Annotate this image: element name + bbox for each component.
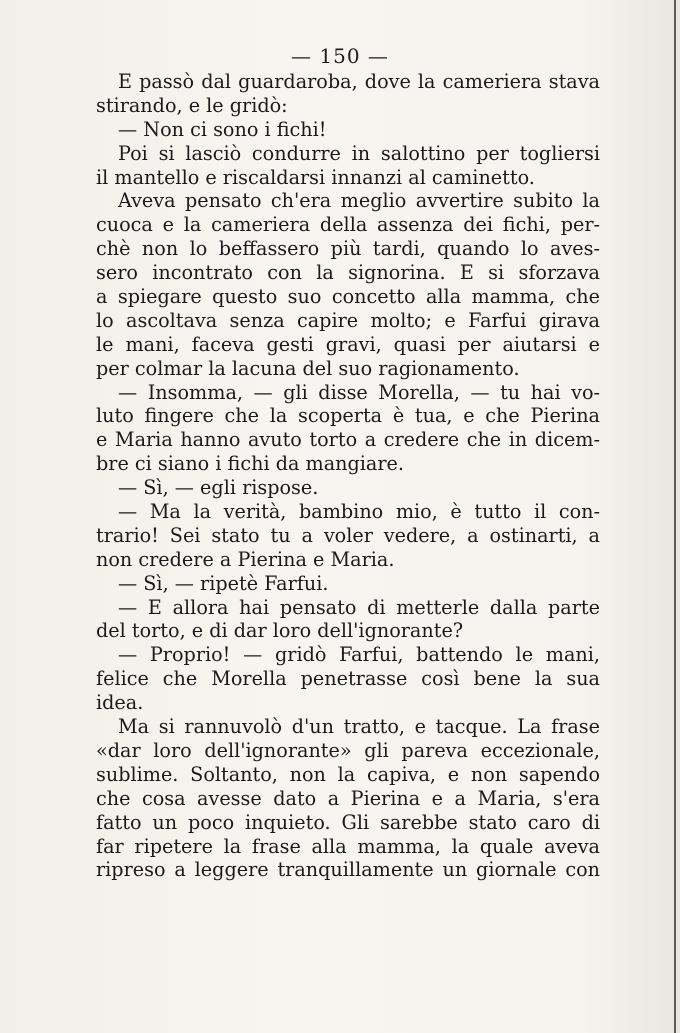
text-line: per colmar la lacuna del suo ragionamento. — [96, 356, 520, 380]
text-line: sero incontrato con la signorina. E si sforzava — [96, 261, 600, 285]
text-line: cuoca e la cameriera della assenza dei fichi, per- — [96, 213, 600, 237]
text-line: — Sì, — egli rispose. — [118, 476, 319, 500]
text-line: luto fingere che la scoperta è tua, e che Pierina — [96, 404, 600, 428]
text-line: — E allora hai pensato di metterle dalla parte — [118, 595, 600, 619]
text-line: E passò dal guardaroba, dove la cameriera stava — [118, 70, 600, 93]
body-text — [96, 70, 600, 882]
text-line: — Non ci sono i fichi! — [118, 117, 327, 141]
text-line: — Proprio! — gridò Farfui, battendo le mani, — [118, 643, 600, 667]
page-number: — 150 — — [291, 44, 389, 68]
text-line: — Sì, — ripetè Farfui. — [118, 571, 329, 595]
text-line: le mani, faceva gesti gravi, quasi per aiutarsi e — [96, 332, 600, 356]
text-line: idea. — [96, 691, 144, 715]
text-line: Ma si rannuvolò d'un tratto, e tacque. La frase — [118, 715, 600, 739]
text-line: far ripetere la frase alla mamma, la quale aveva — [96, 834, 600, 858]
text-line: e Maria hanno avuto torto a credere che in dicem- — [96, 428, 600, 452]
text-line: il mantello e riscaldarsi innanzi al caminetto. — [96, 165, 535, 189]
text-line: bre ci siano i fichi da mangiare. — [96, 452, 404, 476]
text-line: Poi si lasciò condurre in salottino per togliersi — [118, 141, 600, 165]
text-line: stirando, e le gridò: — [96, 93, 288, 117]
text-line: «dar loro dell'ignorante» gli pareva eccezionale, — [96, 738, 600, 762]
text-line: del torto, e di dar loro dell'ignorante? — [96, 619, 464, 643]
text-line: fatto un poco inquieto. Gli sarebbe stato caro di — [96, 810, 600, 834]
text-line: ripreso a leggere tranquillamente un giornale con — [96, 858, 600, 882]
text-line: che cosa avesse dato a Pierina e a Maria, s'era — [96, 786, 600, 810]
text-line: trario! Sei stato tu a voler vedere, a ostinarti, a — [96, 523, 600, 547]
text-line: — Ma la verità, bambino mio, è tutto il con- — [118, 500, 600, 524]
text-line: non credere a Pierina e Maria. — [96, 547, 395, 571]
text-line: sublime. Soltanto, non la capiva, e non sapendo — [96, 762, 600, 786]
text-line: a spiegare questo suo concetto alla mamma, che — [96, 285, 600, 309]
text-line: chè non lo beffassero più tardi, quando lo aves- — [96, 237, 600, 261]
text-line: felice che Morella penetrasse così bene la sua — [96, 667, 600, 691]
text-line: Aveva pensato ch'era meglio avvertire subito la — [118, 189, 600, 213]
text-line: lo ascoltava senza capire molto; e Farfui girava — [96, 308, 600, 332]
page-edge-line — [674, 0, 676, 1033]
text-line: — Insomma, — gli disse Morella, — tu hai vo- — [118, 380, 600, 404]
